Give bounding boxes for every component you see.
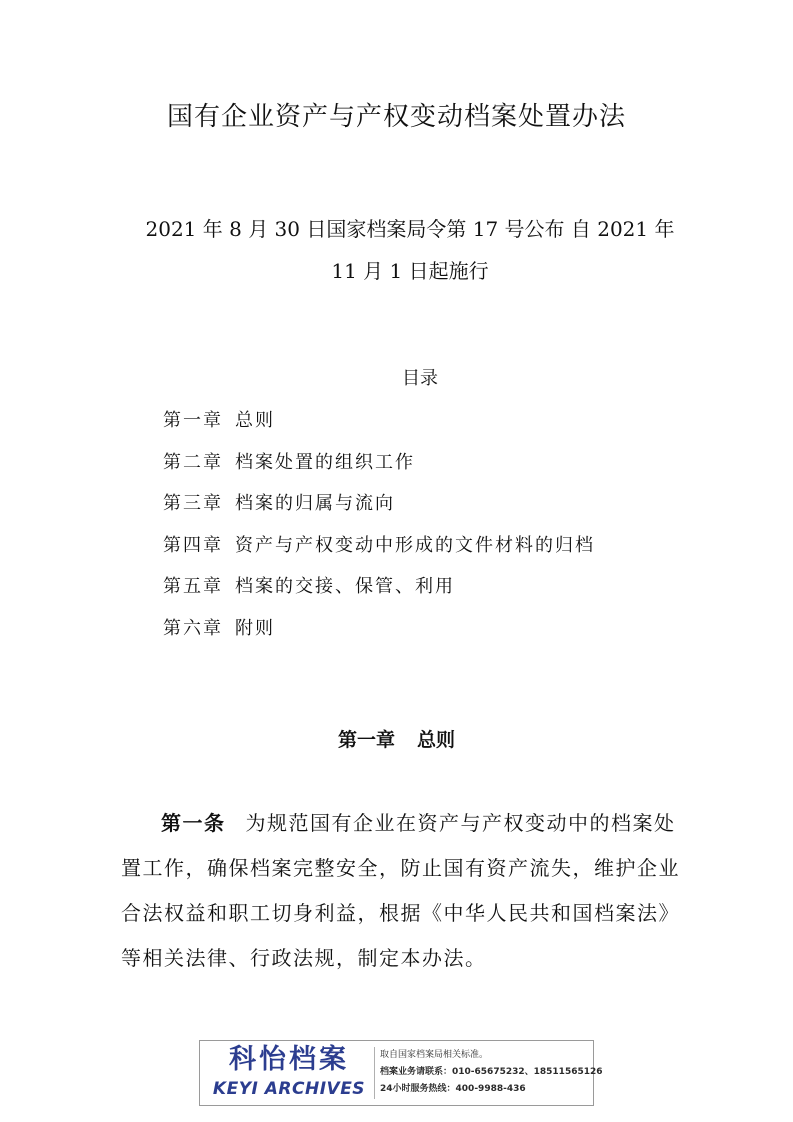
toc-chapter-title: 附则 bbox=[235, 617, 275, 639]
toc-item bbox=[163, 405, 595, 447]
toc-chapter-number: 第三章 bbox=[163, 493, 223, 515]
toc-chapter-title: 总则 bbox=[235, 410, 275, 431]
toc-item bbox=[163, 530, 595, 572]
article-text: 为规范国有企业在资产与产权变动中的档案处置工作，确保档案完整安全，防止国有资产流失，维护企业合法权益和职工切身利益，根据《中华人民共和国档案法》等相关法律、行政法规，制定本办法。 bbox=[121, 811, 680, 970]
toc-item bbox=[163, 488, 595, 530]
toc-chapter-number: 第六章 bbox=[163, 617, 223, 639]
business-contact bbox=[380, 1064, 603, 1081]
article-paragraph bbox=[121, 801, 681, 981]
table-of-contents bbox=[163, 405, 595, 655]
promulgation-line-2: 11 月 1 日起施行 bbox=[331, 259, 489, 283]
toc-chapter-number: 第二章 bbox=[163, 451, 223, 473]
toc-item bbox=[163, 613, 595, 655]
banner-divider bbox=[374, 1047, 375, 1099]
brand-logo bbox=[208, 1043, 370, 1101]
toc-item bbox=[163, 447, 595, 489]
toc-chapter-title: 档案处置的组织工作 bbox=[235, 451, 415, 473]
business-contact-numbers: 010-65675232、18511565126 bbox=[452, 1067, 603, 1077]
toc-chapter-number: 第一章 bbox=[163, 410, 223, 431]
toc-chapter-number: 第四章 bbox=[163, 534, 223, 556]
toc-item bbox=[163, 571, 595, 613]
toc-heading: 目录 bbox=[402, 368, 438, 389]
hotline bbox=[380, 1081, 603, 1098]
brand-name-en: KEYI ARCHIVES bbox=[212, 1079, 366, 1099]
business-contact-label: 档案业务请联系： bbox=[380, 1067, 453, 1077]
article-label: 第一条 bbox=[161, 811, 226, 835]
chapter-title: 总则 bbox=[417, 729, 456, 751]
chapter-heading bbox=[0, 723, 793, 757]
toc-chapter-number: 第五章 bbox=[163, 576, 223, 598]
document-title: 国有企业资产与产权变动档案处置办法 bbox=[166, 102, 626, 132]
chapter-number: 第一章 bbox=[337, 729, 395, 751]
source-note: 取自国家档案局相关标准。 bbox=[380, 1050, 489, 1060]
brand-name-cn: 科怡档案 bbox=[229, 1044, 349, 1075]
toc-chapter-title: 档案的归属与流向 bbox=[235, 493, 395, 515]
promulgation-line-1: 2021 年 8 月 30 日国家档案局令第 17 号公布 自 2021 年 bbox=[145, 217, 675, 241]
hotline-number: 400-9988-436 bbox=[455, 1084, 526, 1094]
promulgation-note bbox=[140, 208, 680, 292]
contact-info bbox=[380, 1047, 603, 1098]
footer-banner bbox=[199, 1040, 603, 1106]
hotline-label: 24小时服务热线： bbox=[380, 1084, 456, 1094]
toc-chapter-title: 档案的交接、保管、利用 bbox=[235, 576, 455, 598]
toc-chapter-title: 资产与产权变动中形成的文件材料的归档 bbox=[235, 534, 595, 556]
